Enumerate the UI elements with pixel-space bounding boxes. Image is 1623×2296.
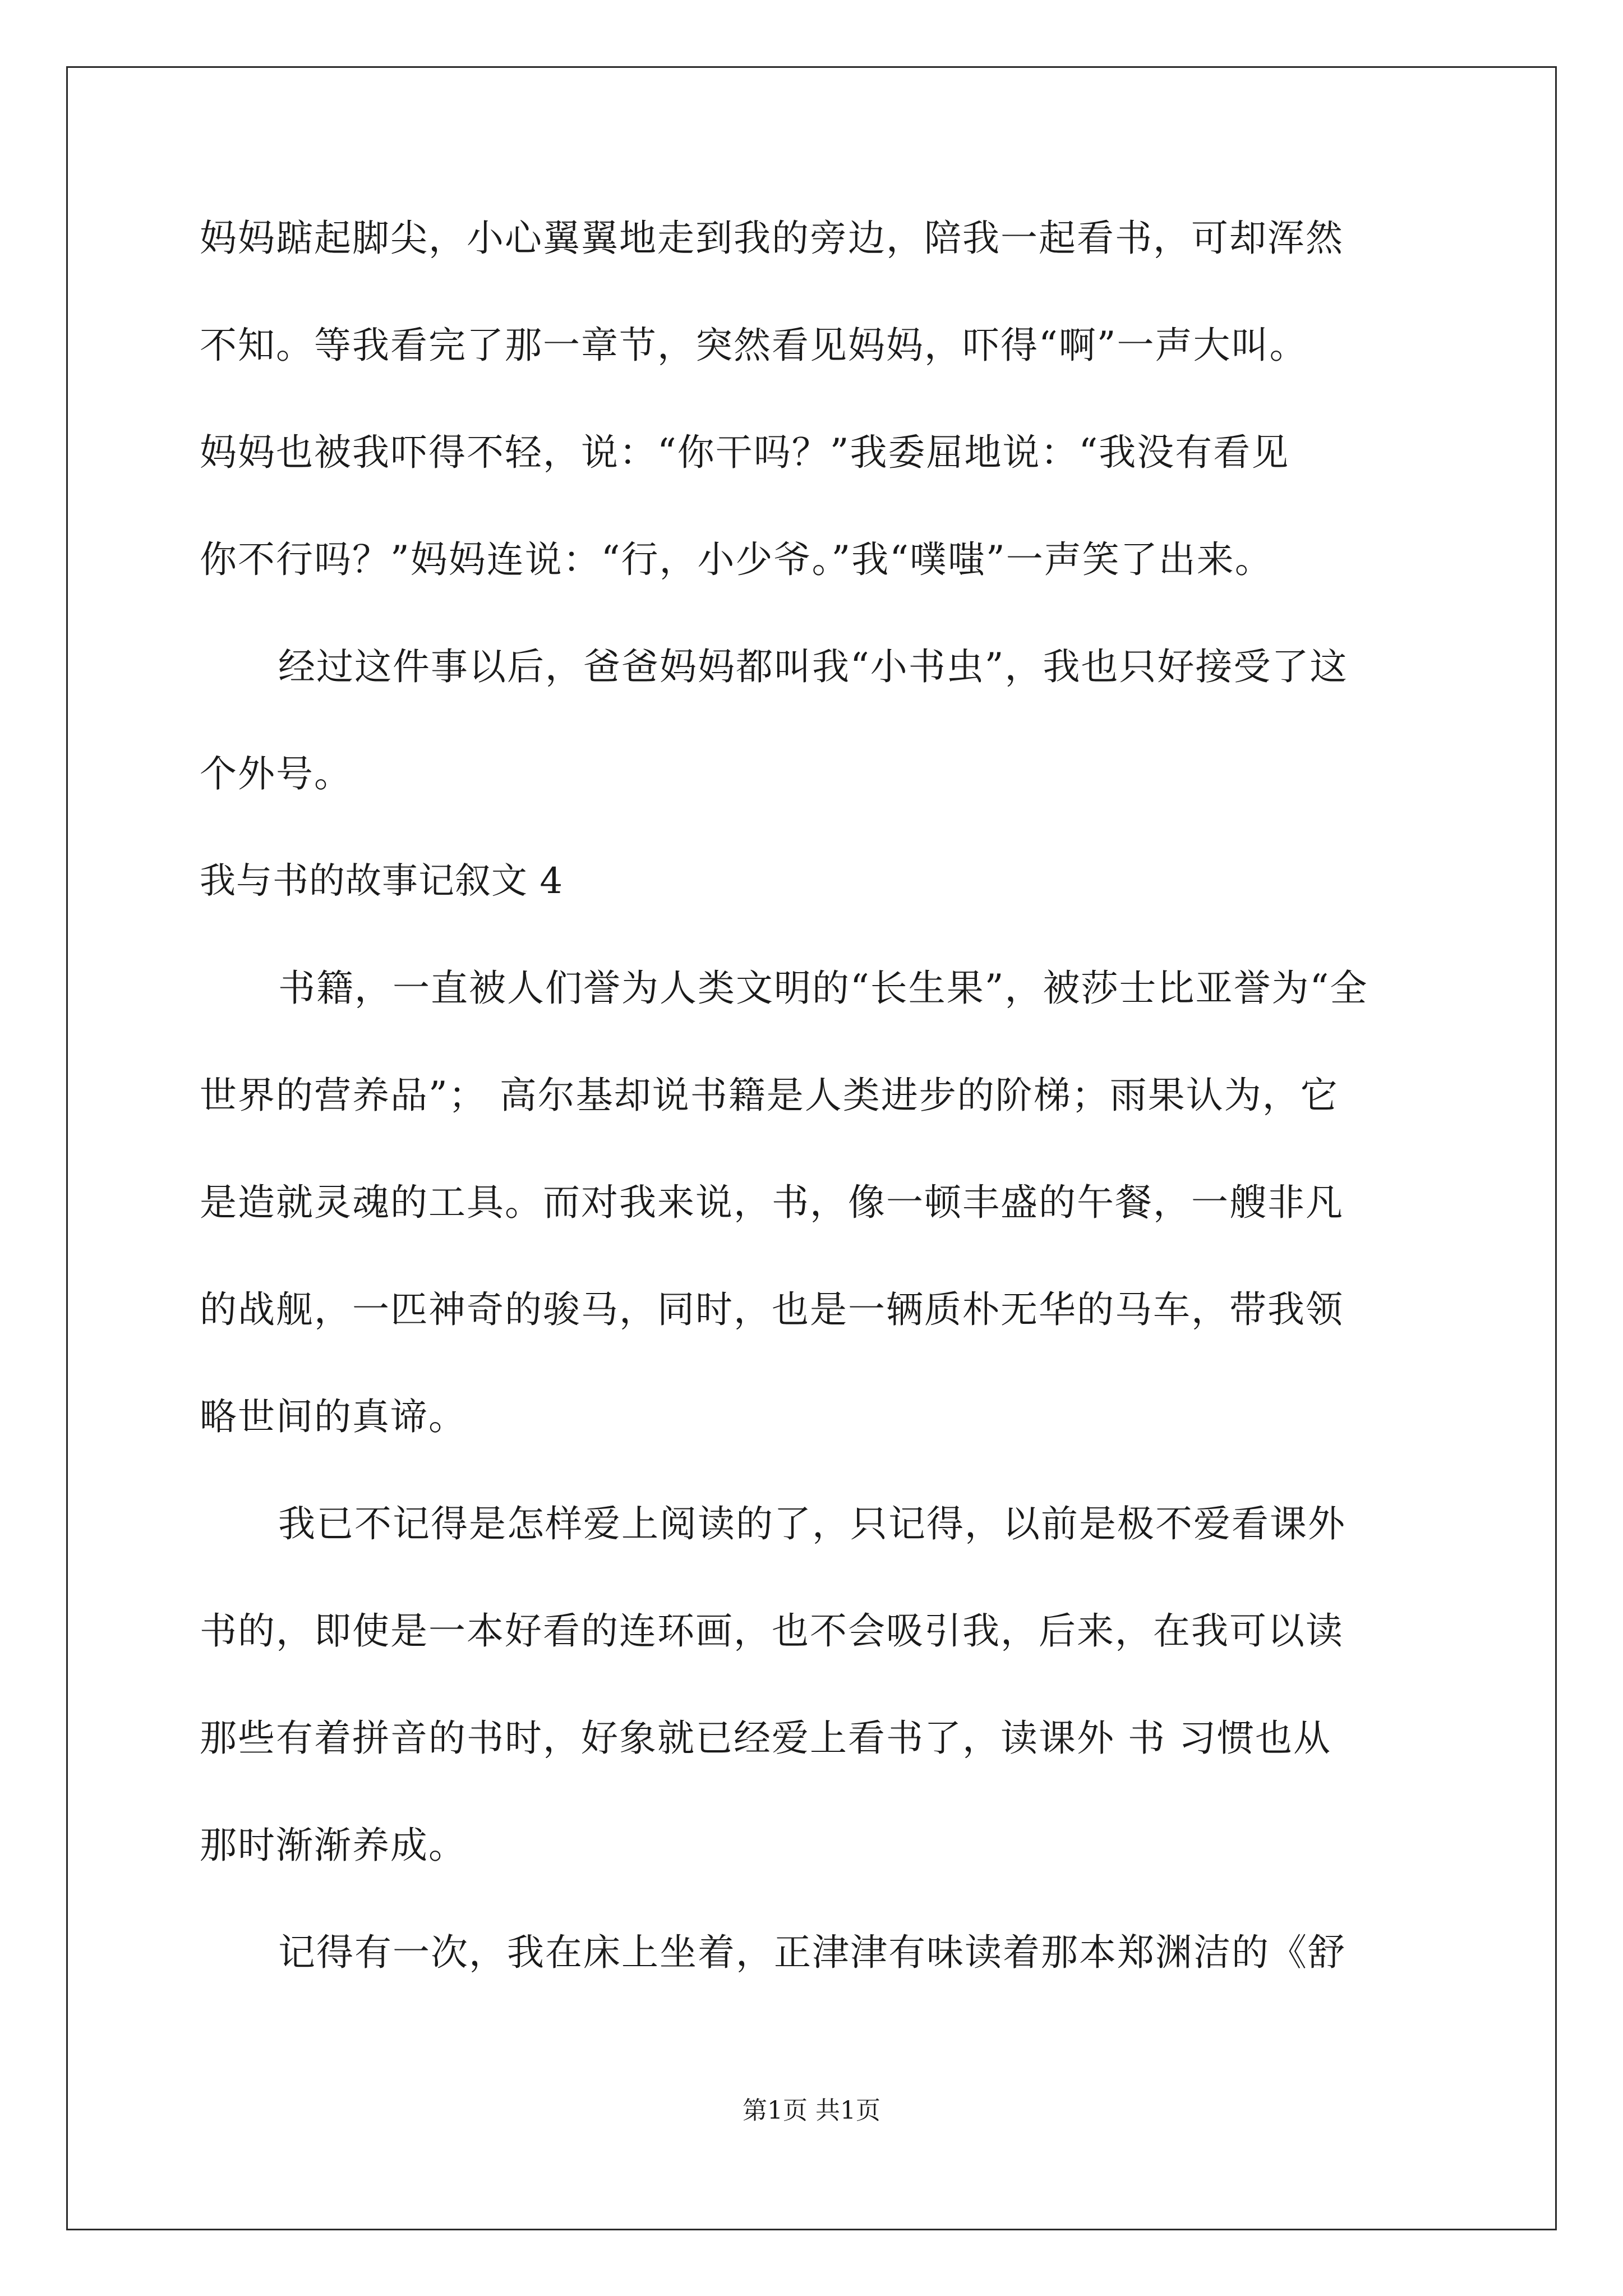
text-line: 你不行吗？”妈妈连说：“行，小少爷。”我“噗嗤”一声笑了出来。	[200, 538, 1273, 581]
text-line: 世界的营养品”； 高尔基却说书籍是人类进步的阶梯；雨果认为，它	[200, 1074, 1339, 1117]
section-heading: 我与书的故事记叙文 4	[200, 861, 564, 902]
text-line: 我已不记得是怎样爱上阅读的了，只记得，以前是极不爱看课外	[278, 1502, 1346, 1545]
text-line: 书籍，一直被人们誉为人类文明的“长生果”，被莎士比亚誉为“全	[278, 967, 1368, 1010]
text-line: 经过这件事以后，爸爸妈妈都叫我“小书虫”，我也只好接受了这	[278, 645, 1348, 688]
text-line: 那时渐渐养成。	[200, 1824, 467, 1867]
text-line: 妈妈也被我吓得不轻，说：“你干吗？”我委屈地说：“我没有看见	[200, 431, 1290, 474]
text-line: 是造就灵魂的工具。而对我来说，书，像一顿丰盛的午餐，一艘非凡	[200, 1181, 1344, 1224]
text-line: 不知。等我看完了那一章节，突然看见妈妈，吓得“啊”一声大叫。	[200, 324, 1308, 367]
text-line: 个外号。	[200, 752, 352, 795]
text-line: 略世间的真谛。	[200, 1395, 467, 1438]
page-border	[66, 66, 1557, 2230]
text-line: 的战舰，一匹神奇的骏马，同时，也是一辆质朴无华的马车，带我领	[200, 1288, 1344, 1331]
page-number-footer: 第1页 共1页	[743, 2096, 880, 2125]
text-line: 那些有着拼音的书时，好象就已经爱上看书了，读课外 书 习惯也从	[200, 1717, 1331, 1760]
text-line: 书的，即使是一本好看的连环画，也不会吸引我，后来，在我可以读	[200, 1609, 1344, 1653]
text-line: 记得有一次，我在床上坐着，正津津有味读着那本郑渊洁的《舒	[278, 1931, 1346, 1974]
text-line: 妈妈踮起脚尖，小心翼翼地走到我的旁边，陪我一起看书，可却浑然	[200, 217, 1344, 260]
